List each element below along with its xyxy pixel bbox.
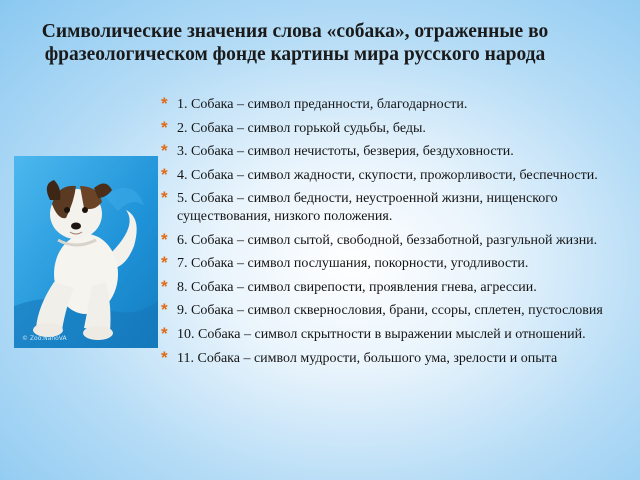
slide-title: Символические значения слова «собака», отраженные во фразеологическом фонде картины мира русского народа [41, 21, 549, 65]
photo-watermark: © Zoo.NanoVA [22, 335, 67, 342]
bullet-marker: * [161, 300, 168, 320]
list-item [160, 323, 620, 344]
list-item-text: 3. Собака – символ нечистоты, безверия, бездуховности. [177, 144, 514, 160]
bullet-marker: * [161, 229, 168, 249]
list-item-text: 4. Собака – символ жадности, скупости, прожорливости, беспечности. [177, 167, 598, 183]
list-item [160, 276, 620, 297]
list-item [160, 229, 620, 250]
list-item-text: 9. Собака – символ сквернословия, брани, ссоры, сплетен, пустословия [177, 303, 603, 319]
bullet-marker: * [161, 253, 168, 273]
bullet-marker: * [161, 117, 168, 137]
list-item [160, 302, 620, 320]
list-item [160, 143, 620, 161]
list-item-text: 6. Собака – символ сытой, свободной, беззаботной, разгульной жизни. [177, 232, 598, 248]
bullet-marker: * [161, 94, 168, 113]
list-item [160, 164, 620, 185]
bullet-marker: * [161, 188, 168, 208]
bullet-marker: * [161, 141, 168, 161]
list-item-text: 5. Собака – символ бедности, неустроенной жизни, нищенского существования, низкого положения. [177, 191, 558, 224]
list-item [160, 255, 620, 273]
list-item [160, 190, 620, 225]
list-item-text: 2. Собака – символ горькой судьбы, беды. [177, 120, 426, 136]
bullet-marker: * [161, 347, 168, 367]
list-item-text: 8. Собака – символ свирепости, проявления гнева, агрессии. [177, 279, 537, 295]
list-item [160, 96, 620, 114]
dog-photo [14, 156, 158, 348]
bullet-list [160, 96, 620, 373]
list-item-text: 7. Собака – символ послушания, покорности, угодливости. [177, 256, 529, 272]
list-item-text: 1. Собака – символ преданности, благодарности. [177, 97, 468, 112]
list-item [160, 347, 620, 368]
bullet-marker: * [161, 276, 168, 296]
list-item-text: 10. Собака – символ скрытности в выражении мыслей и отношений. [177, 326, 586, 342]
list-item [160, 117, 620, 138]
list-item-text: 11. Собака – символ мудрости, большого ума, зрелости и опыта [177, 350, 558, 366]
bullet-marker: * [161, 164, 168, 184]
bullet-marker: * [161, 323, 168, 343]
